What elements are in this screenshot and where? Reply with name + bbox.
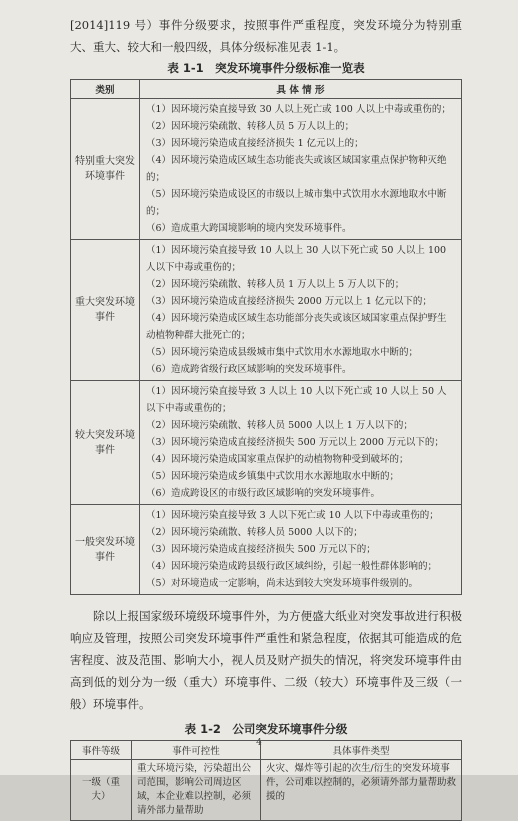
table1-item: （6）造成跨省级行政区域影响的突发环境事件。 bbox=[146, 364, 352, 375]
table1-item: （3）因环境污染造成直接经济损失 500 万元以上 2000 万元以下的； bbox=[146, 437, 444, 448]
table1-item: （3）因环境污染造成直接经济损失 1 亿元以上的； bbox=[146, 138, 364, 149]
table2-row bbox=[71, 760, 462, 821]
table1-item: （2）因环境污染疏散、转移人员 1 万人以上 5 万人以下的； bbox=[146, 279, 405, 290]
table2-level-cell: 一级（重大） bbox=[71, 760, 132, 821]
table2-header-control: 事件可控性 bbox=[132, 741, 261, 760]
table2-header-level: 事件等级 bbox=[71, 741, 132, 760]
table1-row bbox=[71, 99, 462, 240]
table1-grading-standard bbox=[70, 79, 462, 595]
table1-item: （2）因环境污染疏散、转移人员 5000 人以上 1 万人以下的； bbox=[146, 420, 413, 431]
table2-company-grading bbox=[70, 740, 462, 821]
table1-item: （5）因环境污染造成设区的市级以上城市集中式饮用水水源地取水中断的； bbox=[146, 189, 447, 217]
table1-category-cell: 较大突发环境事件 bbox=[71, 381, 140, 505]
table1-item: （6）造成跨设区的市级行政区域影响的突发环境事件。 bbox=[146, 488, 381, 499]
table1-item: （2）因环境污染疏散、转移人员 5 万人以上的； bbox=[146, 121, 355, 132]
table1-item: （4）因环境污染造成区域生态功能部分丧失或该区域国家重点保护野生动植物种群大批死亡的； bbox=[146, 313, 447, 341]
table1-row bbox=[71, 240, 462, 381]
table1-item: （6）造成重大跨国境影响的境内突发环境事件。 bbox=[146, 223, 352, 234]
body-paragraph: 除以上报国家级环境级环境事件外，为方便盛大纸业对突发事故进行积极响应及管理，按照公司突发环境事件严重性和紧急程度，依据其可能造成的危害程度、波及范围、影响大小，视人员及财产损失的情况，将突发环境事件由高到低的划分为一级（重大）环境事件、二级（较大）环境事件及三级（一般）环境事件。 bbox=[70, 609, 462, 711]
table1-item: （1）因环境污染直接导致 3 人以上 10 人以下死亡或 10 人以上 50 人以下中毒或重伤的； bbox=[146, 386, 447, 414]
table2-header-type: 具体事件类型 bbox=[261, 741, 462, 760]
table2-caption: 表 1-2 公司突发环境事件分级 bbox=[184, 722, 348, 736]
table1-item: （4）因环境污染造成跨县级行政区域纠纷，引起一般性群体影响的； bbox=[146, 561, 438, 572]
table1-item: （3）因环境污染造成直接经济损失 2000 万元以上 1 亿元以下的； bbox=[146, 296, 432, 307]
table1-item: （4）因环境污染造成区域生态功能丧失或该区域国家重点保护物种灭绝的； bbox=[146, 155, 447, 183]
table1-item: （5）因环境污染造成乡镇集中式饮用水水源地取水中断的； bbox=[146, 471, 400, 482]
table1-item: （5）因环境污染造成县级城市集中式饮用水水源地取水中断的； bbox=[146, 347, 419, 358]
table1-item: （1）因环境污染直接导致 30 人以上死亡或 100 人以上中毒或重伤的； bbox=[146, 104, 451, 115]
table1-items-cell bbox=[140, 99, 462, 240]
table1-items-cell bbox=[140, 505, 462, 595]
table2-type-cell: 火灾、爆炸等引起的次生/衍生的突发环境事件，公司难以控制的，必须请外部力量帮助救援的 bbox=[261, 760, 462, 821]
table1-row bbox=[71, 381, 462, 505]
table1-item: （2）因环境污染疏散、转移人员 5000 人以下的； bbox=[146, 527, 363, 538]
table1-items-cell bbox=[140, 381, 462, 505]
table1-header-category: 类别 bbox=[71, 80, 140, 99]
table1-header-row bbox=[71, 80, 462, 99]
table1-category-cell: 特别重大突发环境事件 bbox=[71, 99, 140, 240]
table1-items-cell bbox=[140, 240, 462, 381]
table1-item: （1）因环境污染直接导致 10 人以上 30 人以下死亡或 50 人以上 100 人以下中毒或重伤的； bbox=[146, 245, 447, 273]
table1-item: （3）因环境污染造成直接经济损失 500 万元以下的； bbox=[146, 544, 376, 555]
table1-header-details: 具 体 情 形 bbox=[140, 80, 462, 99]
table1-row bbox=[71, 505, 462, 595]
table1-item: （1）因环境污染直接导致 3 人以下死亡或 10 人以下中毒或重伤的； bbox=[146, 510, 439, 521]
table2-control-cell: 重大环境污染，污染超出公司范围，影响公司周边区域，本企业难以控制，必须请外部力量帮助 bbox=[132, 760, 261, 821]
intro-paragraph: [2014]119 号）事件分级要求，按照事件严重程度，突发环境分为特别重大、重大、较大和一般四级，具体分级标准见表 1-1。 bbox=[70, 18, 462, 54]
table1-item: （4）因环境污染造成国家重点保护的动植物物种受到破坏的； bbox=[146, 454, 409, 465]
table1-item: （5）对环境造成一定影响，尚未达到较大突发环境事件级别的。 bbox=[146, 578, 419, 589]
page-number: 4 bbox=[256, 738, 262, 748]
table1-category-cell: 重大突发环境事件 bbox=[71, 240, 140, 381]
table1-caption: 表 1-1 突发环境事件分级标准一览表 bbox=[167, 61, 365, 75]
table1-category-cell: 一般突发环境事件 bbox=[71, 505, 140, 595]
